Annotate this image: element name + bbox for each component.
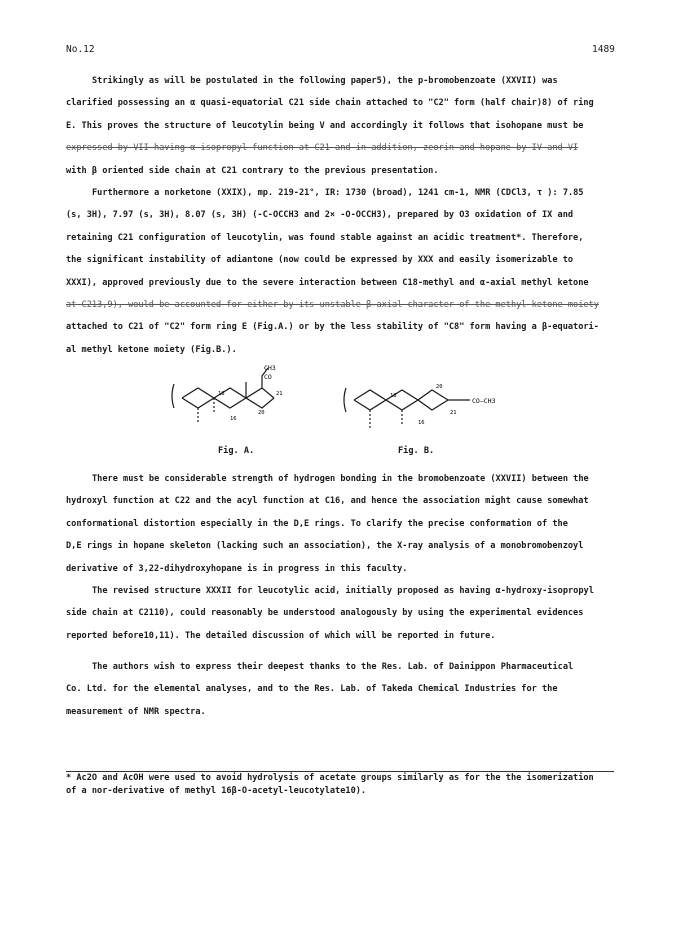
figure-a-structure <box>168 362 308 442</box>
fig-a-20: 20 <box>258 410 265 416</box>
text-line: retaining C21 configuration of leucotylin, was found stable against an acidic treatment*. Therefore, <box>66 232 584 243</box>
text-line: reported before10,11). The detailed discussion of which will be reported in future. <box>66 630 496 641</box>
text-line: Co. Ltd. for the elemental analyses, and to the Res. Lab. of Takeda Chemical Industries for the <box>66 684 558 695</box>
fig-a-21: 21 <box>276 391 283 397</box>
fig-a-ch3: CH3 <box>264 364 276 372</box>
text-line: the significant instability of adiantone (now could be expressed by XXX and easily isomerizable to <box>66 255 574 266</box>
text-line: clarified possessing an α quasi-equatorial C21 side chain attached to "C2" form (half chair)8) of ring <box>66 98 594 109</box>
fig-b-20: 20 <box>436 384 443 390</box>
footnote <box>66 772 614 798</box>
text-line: al methyl ketone moiety (Fig.B.). <box>66 344 237 355</box>
text-line: attached to C21 of "C2" form ring E (Fig.A.) or by the less stability of "C8" form having a β-equatori- <box>66 322 599 333</box>
text-line: The revised structure XXXII for leucotylic acid, initially proposed as having α-hydroxy-isopropyl <box>92 586 594 596</box>
fig-b-21: 21 <box>450 410 457 416</box>
text-line: conformational distortion especially in the D,E rings. To clarify the precise conformation of the <box>66 518 568 529</box>
figure-b-caption: Fig. B. <box>398 446 435 456</box>
text-line: measurement of NMR spectra. <box>66 706 206 717</box>
struck-text-line: expressed by VII having α isopropyl function at C21 and in addition, zeorin and hopane by IV and VI <box>66 143 579 154</box>
text-line: derivative of 3,22-dihydroxyhopane is in progress in this faculty. <box>66 563 408 574</box>
text-line: E. This proves the structure of leucotylin being V and accordingly it follows that isohopane must be <box>66 120 584 131</box>
struck-text-line: at C213,9), would be accounted for either by its unstable β-axial character of the methyl ketone moiety <box>66 299 599 310</box>
journal-issue: No.12 <box>66 44 95 55</box>
fig-b-coch3: CO—CH3 <box>472 397 496 405</box>
text-line: The authors wish to express their deepest thanks to the Res. Lab. of Dainippon Pharmaceutical <box>92 662 574 672</box>
fig-a-16: 16 <box>230 416 237 422</box>
paragraph-1 <box>66 70 614 182</box>
footnote-line: * Ac2O and AcOH were used to avoid hydrolysis of acetate groups similarly as for the the isomerization <box>66 773 594 783</box>
footnote-line: of a nor-derivative of methyl 16β-O-acetyl-leucotylate10). <box>66 786 367 796</box>
text-line: with β oriented side chain at C21 contrary to the previous presentation. <box>66 165 439 176</box>
text-line: side chain at C2110), could reasonably be understood analogously by using the experimental evidences <box>66 608 584 619</box>
fig-b-18: 18 <box>390 393 397 399</box>
figure-a-caption: Fig. A. <box>218 446 255 456</box>
text-line: (s, 3H), 7.97 (s, 3H), 8.07 (s, 3H) (-C-OCCH3 and 2× -O-OCCH3), prepared by O3 oxidation of IX and <box>66 210 574 221</box>
text-line: Strikingly as will be postulated in the following paper5), the p-bromobenzoate (XXVII) was <box>92 76 558 86</box>
paragraph-2 <box>66 182 614 361</box>
figure-b-structure <box>340 380 530 442</box>
fig-a-18: 18 <box>218 391 225 397</box>
paragraph-4 <box>66 580 614 647</box>
page-number: 1489 <box>592 44 615 55</box>
text-line: There must be considerable strength of hydrogen bonding in the bromobenzoate (XXVII) between the <box>92 474 589 484</box>
text-line: D,E rings in hopane skeleton (lacking such an association), the X-ray analysis of a monobromobenzoyl <box>66 541 584 552</box>
text-line: hydroxyl function at C22 and the acyl function at C16, and hence the association might cause somewhat <box>66 496 589 507</box>
text-line: XXXI), approved previously due to the severe interaction between C18-methyl and α-axial methyl ketone <box>66 277 589 288</box>
paragraph-3 <box>66 468 614 580</box>
acknowledgements <box>66 656 614 723</box>
fig-b-16: 16 <box>418 420 425 426</box>
fig-a-co: CO <box>264 373 272 381</box>
text-line: Furthermore a norketone (XXIX), mp. 219-21°, IR: 1730 (broad), 1241 cm-1, NMR (CDCl3, τ ): 7.85 <box>92 188 584 198</box>
